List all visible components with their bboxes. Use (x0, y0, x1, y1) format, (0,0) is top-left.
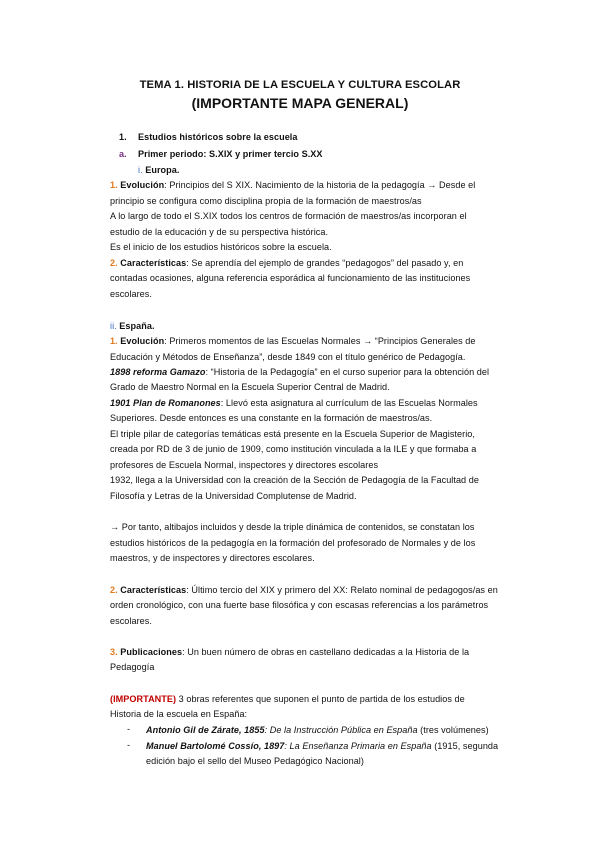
espana-car-text-3: escolares. (110, 616, 152, 626)
europa-car-text-1: : Se aprendía del ejemplo de grandes “pedagogos” del pasado y, en (186, 258, 464, 268)
espana-car-text-1: : Último tercio del XIX y primero del XX: Relato nominal de pedagogos/as en (186, 585, 498, 595)
gamazo-text-1: : “Historia de la Pedagogía” en el curso superior para la obtención del (205, 367, 490, 377)
espana-evol-number: 1. (110, 336, 118, 346)
pilar-text-1: El triple pilar de categorías temáticas está presente en la Escuela Superior de Magisterio, (110, 429, 475, 439)
pilar-text-5: Filosofía y Letras de la Universidad Complutense de Madrid. (110, 491, 357, 501)
work-1-title: : De la Instrucción Pública en España (264, 725, 418, 735)
work-1-dash: - (127, 724, 131, 734)
europa-evol-number: 1. (110, 180, 118, 190)
pilar-text-2: creada por RD de 3 de junio de 1909, como institución vinculada a la ILE y que formaba a (110, 444, 477, 454)
importante-text-1: 3 obras referentes que suponen el punto de partida de los estudios de (176, 694, 465, 704)
europa-evol-text-2: principio se configura como disciplina propia de la formación de maestros/as (110, 196, 422, 206)
romanones-text-1: : Llevó esta asignatura al currículum de las Escuelas Normales (220, 398, 478, 408)
work-2-title: : La Enseñanza Primaria en España (284, 741, 432, 751)
section-a-heading: Primer periodo: S.XIX y primer tercio S.XX (138, 149, 323, 159)
romanones-label: 1901 Plan de Romanones (110, 398, 221, 408)
publicaciones-text-2: Pedagogía (110, 662, 155, 672)
espana-label: España. (119, 321, 155, 331)
espana-car-number: 2. (110, 585, 118, 595)
work-2-rest: (1915, segunda (431, 741, 499, 751)
pilar-text-3: profesores de Escuela Normal, inspectores y directores escolares (110, 460, 379, 470)
work-2 (146, 740, 498, 752)
espana-car-text-2: orden cronológico, con una fuerte base filosófica y con escasas referencias a los parámetros (110, 600, 489, 610)
europa-number: i. (138, 165, 143, 175)
espana-caracteristicas-line (110, 584, 498, 596)
europa-evol-text-5: Es el inicio de los estudios históricos sobre la escuela. (110, 242, 332, 252)
gamazo-label: 1898 reforma Gamazo (110, 367, 206, 377)
espana-evol-label: Evolución (120, 336, 165, 346)
europa-evolucion-line (110, 179, 475, 191)
gamazo-line (110, 366, 489, 378)
work-1-rest: (tres volúmenes) (417, 725, 489, 735)
work-1-author: Antonio Gil de Zárate, 1855 (146, 725, 265, 735)
europa-heading (138, 164, 179, 176)
europa-car-text-3: escolares. (110, 289, 152, 299)
conclusion-text-3: maestros, y de inspectores y directores escolares. (110, 553, 315, 563)
publicaciones-line (110, 646, 469, 658)
work-1 (146, 724, 489, 736)
pilar-text-4: 1932, llega a la Universidad con la creación de la Sección de Pedagogía de la Facultad de (110, 475, 479, 485)
espana-number: ii. (110, 321, 117, 331)
section-1-heading: Estudios históricos sobre la escuela (138, 132, 298, 142)
page-title: TEMA 1. HISTORIA DE LA ESCUELA Y CULTURA ESCOLAR (139, 79, 461, 91)
romanones-text-2: Superiores. Desde entonces es una constante en la formación de maestros/as. (110, 413, 433, 423)
europa-evol-text-3: A lo largo de todo el S.XIX todos los centros de formación de maestros/as incorporan el (110, 211, 467, 221)
work-2-continuation: edición bajo el sello del Museo Pedagógico Nacional) (146, 756, 364, 766)
espana-evolucion-line (110, 335, 476, 347)
work-2-author: Manuel Bartolomé Cossío, 1897 (146, 741, 285, 751)
importante-label: (IMPORTANTE) (110, 694, 177, 704)
publicaciones-number: 3. (110, 647, 118, 657)
europa-car-label: Características (120, 258, 187, 268)
europa-evol-text-1: : Principios del S XIX. Nacimiento de la historia de la pedagogía → Desde el (164, 180, 476, 190)
importante-text-2: Historia de la escuela en España: (110, 709, 248, 719)
europa-caracteristicas-line (110, 257, 463, 269)
page-subtitle: (IMPORTANTE MAPA GENERAL) (191, 95, 409, 111)
section-1-number: 1. (119, 132, 127, 142)
conclusion-text-1: → Por tanto, altibajos incluidos y desde la triple dinámica de contenidos, se constatan los (110, 522, 475, 532)
publicaciones-label: Publicaciones (120, 647, 183, 657)
romanones-line (110, 397, 478, 409)
section-a-number: a. (119, 149, 127, 159)
espana-evol-text-2: Educación y Métodos de Enseñanza”, desde 1849 con el título genérico de Pedagogía. (110, 352, 466, 362)
europa-label: Europa. (145, 165, 180, 175)
publicaciones-text-1: : Un buen número de obras en castellano dedicadas a la Historia de la (182, 647, 470, 657)
importante-line (110, 693, 465, 705)
espana-car-label: Características (120, 585, 187, 595)
espana-evol-text-1: : Primeros momentos de las Escuelas Normales → “Principios Generales de (164, 336, 476, 346)
europa-evol-label: Evolución (120, 180, 165, 190)
europa-car-number: 2. (110, 258, 118, 268)
espana-heading (110, 320, 155, 332)
europa-evol-text-4: estudio de la educación y de su perspectiva histórica. (110, 227, 329, 237)
conclusion-text-2: estudios históricos de la pedagogía en la formación del profesorado de Normales y de los (110, 538, 476, 548)
europa-car-text-2: contadas ocasiones, alguna referencia esporádica al funcionamiento de las instituciones (110, 273, 471, 283)
work-2-dash: - (127, 740, 131, 750)
gamazo-text-2: Grado de Maestro Normal en la Escuela Superior Central de Madrid. (110, 382, 390, 392)
